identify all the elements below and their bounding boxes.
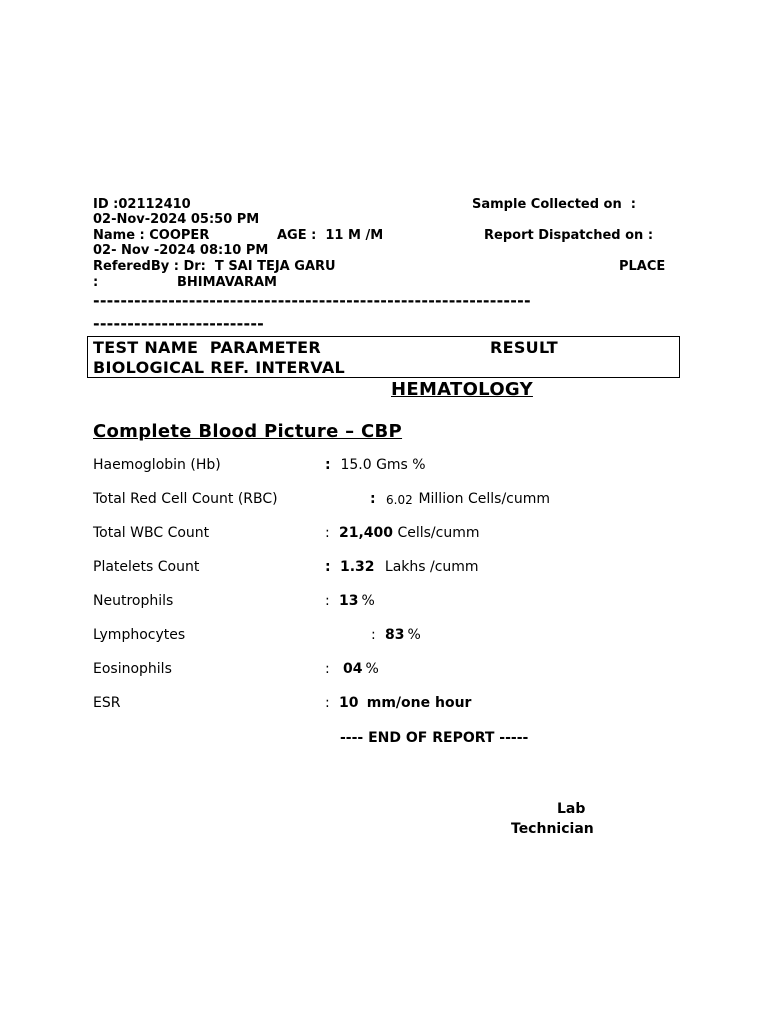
department-title: HEMATOLOGY [391, 379, 533, 400]
test-unit: Lakhs /cumm [376, 559, 479, 575]
test-unit: 15.0 Gms % [336, 457, 426, 473]
test-value: 83 [385, 627, 405, 643]
test-name: Platelets Count [93, 559, 200, 575]
test-name: Total WBC Count [93, 525, 210, 541]
test-unit: % [403, 627, 421, 643]
referred-by: ReferedBy : Dr: T SAI TEJA GARU [93, 259, 336, 274]
sample-collected-value: 02-Nov-2024 05:50 PM [93, 212, 260, 227]
signature-line-1: Lab [557, 801, 586, 817]
test-colon: : [325, 457, 331, 473]
place-label: PLACE [619, 259, 666, 274]
test-name: Haemoglobin (Hb) [93, 457, 221, 473]
test-value: 13 [339, 593, 359, 609]
sample-collected-label: Sample Collected on : [472, 197, 636, 212]
patient-id: ID :02112410 [93, 197, 191, 212]
report-dispatched-label: Report Dispatched on : [484, 228, 654, 243]
divider-line-1: ---------------------------------------------------------------- [93, 291, 531, 310]
test-colon: : [325, 593, 330, 609]
test-value: 10 [339, 695, 359, 711]
test-unit: % [361, 661, 379, 677]
report-dispatched-value: 02- Nov -2024 08:10 PM [93, 243, 269, 258]
place-value: BHIMAVARAM [177, 275, 277, 290]
patient-age: AGE : 11 M /M [277, 228, 384, 243]
test-colon: : [370, 491, 376, 507]
test-unit: Cells/cumm [393, 525, 480, 541]
patient-name: Name : COOPER [93, 228, 210, 243]
end-of-report: ---- END OF REPORT ----- [340, 730, 529, 746]
test-name: Total Red Cell Count (RBC) [93, 491, 278, 507]
section-title: Complete Blood Picture – CBP [93, 421, 403, 442]
test-value: 21,400 [339, 525, 394, 541]
test-unit: mm/one hour [357, 695, 472, 711]
test-colon: : [325, 559, 331, 575]
signature-line-2: Technician [511, 821, 594, 837]
test-name: ESR [93, 695, 121, 711]
test-name: Neutrophils [93, 593, 174, 609]
place-colon: : [93, 275, 99, 290]
test-colon: : [325, 525, 330, 541]
test-unit: Million Cells/cumm [414, 491, 551, 507]
test-colon: : [371, 627, 376, 643]
test-colon: : [325, 695, 330, 711]
test-name: Eosinophils [93, 661, 172, 677]
column-result: RESULT [490, 338, 559, 357]
test-name: Lymphocytes [93, 627, 186, 643]
divider-line-2: ------------------------- [93, 314, 265, 333]
column-test-name: TEST NAME PARAMETER [93, 338, 321, 357]
test-value: 1.32 [340, 559, 375, 575]
test-colon: : [325, 661, 330, 677]
test-value: 04 [343, 661, 363, 677]
test-value: 6.02 [386, 493, 413, 507]
test-unit: % [357, 593, 375, 609]
column-reference-interval: BIOLOGICAL REF. INTERVAL [93, 358, 346, 377]
